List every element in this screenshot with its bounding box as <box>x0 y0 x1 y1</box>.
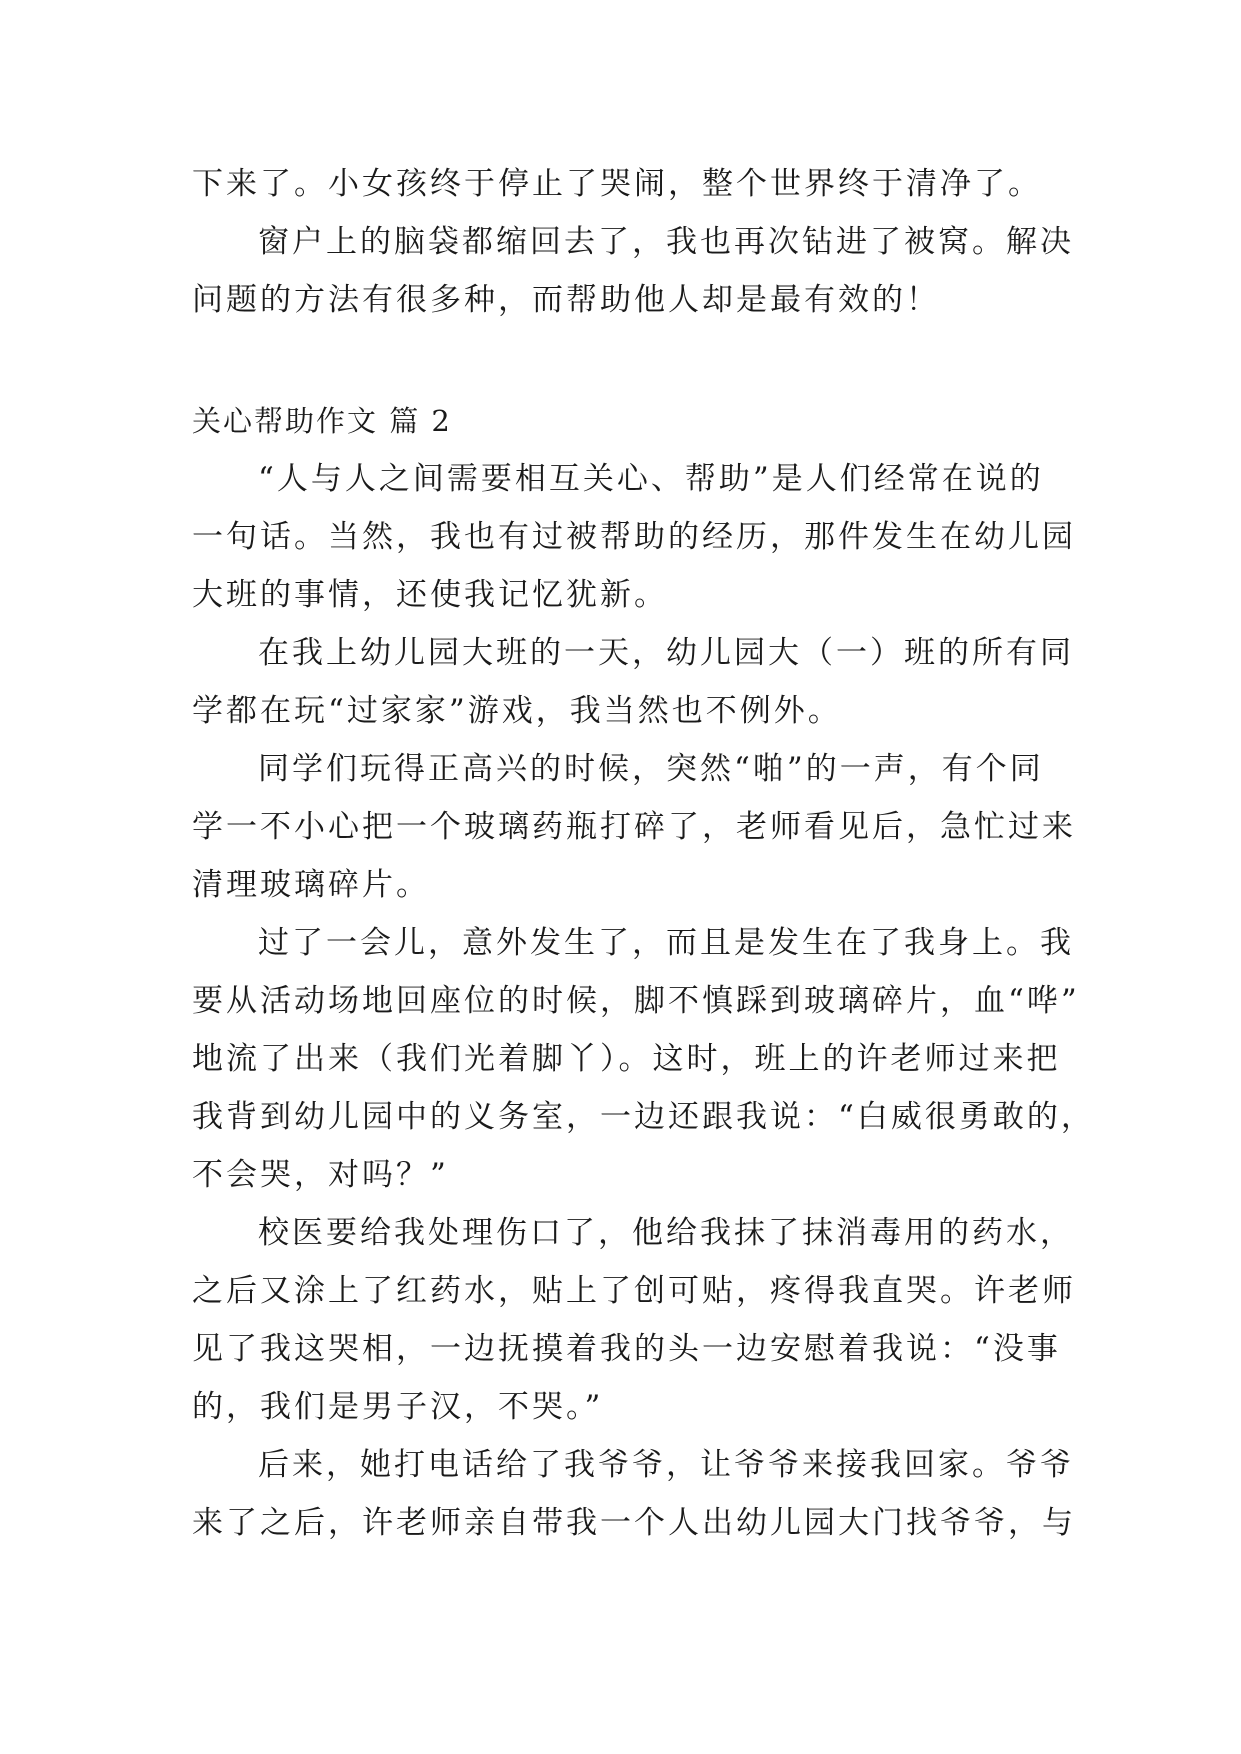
paragraph <box>192 213 1074 329</box>
text-line: 见了我这哭相，一边抚摸着我的头一边安慰着我说：“没事 <box>192 1331 1061 1367</box>
paragraph <box>192 1204 1076 1436</box>
text-line: 窗户上的脑袋都缩回去了，我也再次钻进了被窝。解决 <box>258 224 1074 260</box>
text-line: 清理玻璃碎片。 <box>192 867 430 903</box>
paragraph <box>192 1436 1076 1552</box>
text-line: 不会哭，对吗？” <box>192 1157 449 1193</box>
text-line: 要从活动场地回座位的时候，脚不慎踩到玻璃碎片，血“哗” <box>192 983 1080 1019</box>
text-line: 在我上幼儿园大班的一天，幼儿园大（一）班的所有同 <box>258 635 1074 671</box>
text-line: 下来了。小女孩终于停止了哭闹，整个世界终于清净了。 <box>192 166 1042 202</box>
paragraph <box>192 450 1076 624</box>
text-line: 校医要给我处理伤口了，他给我抹了抹消毒用的药水， <box>258 1215 1074 1251</box>
text-line: “人与人之间需要相互关心、帮助”是人们经常在说的 <box>258 461 1044 497</box>
paragraph <box>192 914 1095 1204</box>
text-line: 的，我们是男子汉，不哭。” <box>192 1389 604 1425</box>
text-line: 地流了出来（我们光着脚丫）。这时，班上的许老师过来把 <box>192 1041 1061 1077</box>
text-line: 学都在玩“过家家”游戏，我当然也不例外。 <box>192 693 842 729</box>
text-line: 我背到幼儿园中的义务室，一边还跟我说：“白威很勇敢的， <box>192 1099 1095 1135</box>
text-line: 学一不小心把一个玻璃药瓶打碎了，老师看见后，急忙过来 <box>192 809 1076 845</box>
text-line: 问题的方法有很多种，而帮助他人却是最有效的！ <box>192 282 940 318</box>
paragraph <box>192 624 1074 740</box>
text-line: 之后又涂上了红药水，贴上了创可贴，疼得我直哭。许老师 <box>192 1273 1076 1309</box>
text-line: 大班的事情，还使我记忆犹新。 <box>192 577 668 613</box>
document-body <box>192 155 1095 1552</box>
paragraph <box>192 740 1076 914</box>
text-line: 一句话。当然，我也有过被帮助的经历，那件发生在幼儿园 <box>192 519 1076 555</box>
text-line: 同学们玩得正高兴的时候，突然“啪”的一声，有个同 <box>258 751 1044 787</box>
paragraph <box>192 155 1062 213</box>
text-line: 来了之后，许老师亲自带我一个人出幼儿园大门找爷爷，与 <box>192 1505 1076 1541</box>
text-line: 后来，她打电话给了我爷爷，让爷爷来接我回家。爷爷 <box>258 1447 1074 1483</box>
text-line: 过了一会儿，意外发生了，而且是发生在了我身上。我 <box>258 925 1074 961</box>
section-heading: 关心帮助作文 篇 2 <box>192 404 452 438</box>
section-gap <box>192 329 1062 392</box>
